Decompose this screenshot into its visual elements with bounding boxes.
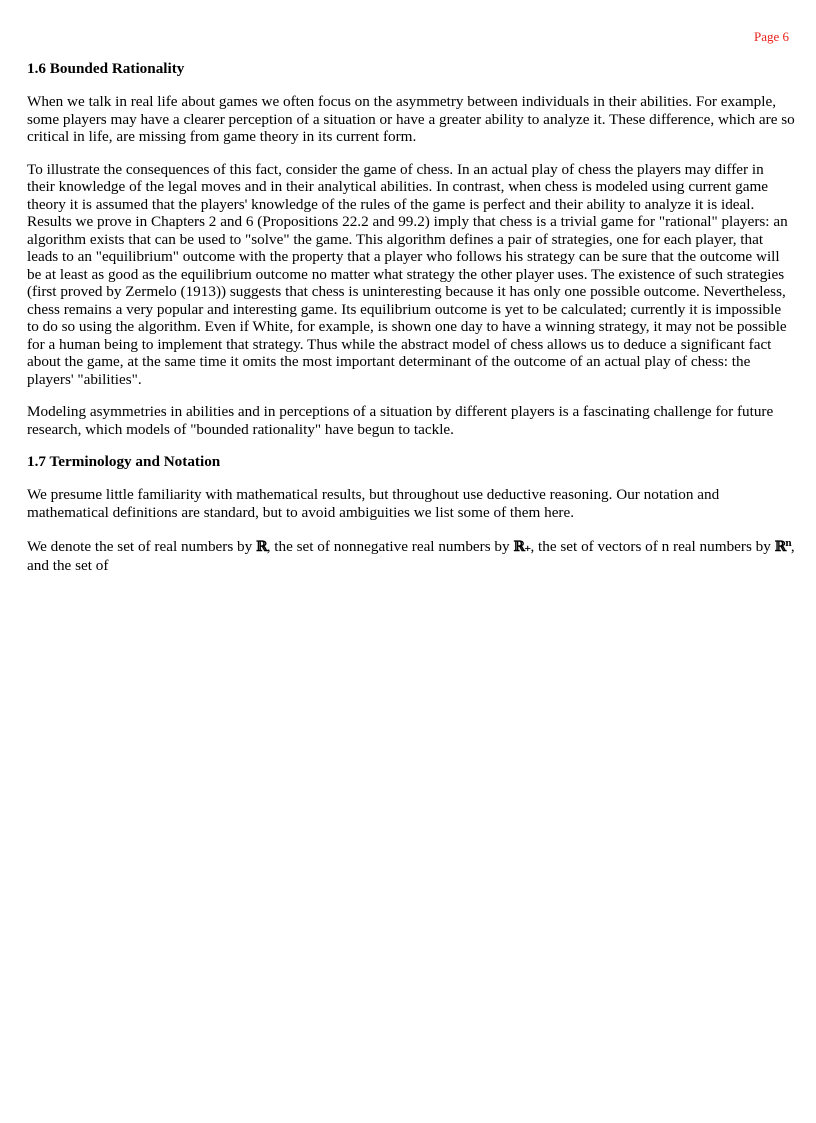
reals-symbol: ℝ xyxy=(256,539,267,555)
nonnegative-reals-symbol: ℝ₊ xyxy=(513,539,531,555)
real-vectors-symbol xyxy=(775,539,791,555)
section-heading-bounded-rationality: 1.6 Bounded Rationality xyxy=(27,60,185,77)
text-run: , the set of nonnegative real numbers by xyxy=(266,538,514,555)
section-heading-terminology-notation: 1.7 Terminology and Notation xyxy=(27,453,221,470)
real-vectors-exponent: n xyxy=(785,539,791,549)
page-number: Page 6 xyxy=(753,29,789,44)
text-run: , and the set of xyxy=(27,538,795,574)
text-run: , the set of vectors of n real numbers by xyxy=(530,538,775,555)
paragraph: To illustrate the consequences of this fact, consider the game of chess. In an actual play of chess the players may differ in their knowledge of the legal moves and in their analytical abilities. In contrast, when chess is modeled using current game theory it is assumed that the players' knowledge of the rules of the game is perfect and their ability to analyze it is ideal. Results we prove in Chapters 2 and 6 (Propositions 22.2 and 99.2) imply that chess is a trivial game for "rational" players: an algorithm exists that can be used to "solve" the game. This algorithm defines a pair of strategies, one for each player, that leads to an "equilibrium" outcome with the property that a player who follows his strategy can be sure that the outcome will be at least as good as the equilibrium outcome no matter what strategy the other player uses. The existence of such strategies (first proved by Zermelo (1913)) suggests that chess is uninteresting because it has only one possible outcome. Nevertheless, chess remains a very popular and interesting game. Its equilibrium outcome is yet to be calculated; currently it is impossible to do so using the algorithm. Even if White, for example, is shown one day to have a winning strategy, it may not be possible for a human being to implement that strategy. Thus while the abstract model of chess allows us to deduce a significant fact about the game, at the same time it omits the most important determinant of the outcome of an actual play of chess: the players' "abilities". xyxy=(27,160,788,388)
document-body xyxy=(27,60,795,589)
notation-paragraph xyxy=(27,536,795,574)
paragraph: We presume little familiarity with mathematical results, but throughout use deductive reasoning. Our notation and mathematical definitions are standard, but to avoid ambiguities we list some of them here. xyxy=(27,486,720,521)
text-run: We denote the set of real numbers by xyxy=(27,538,257,555)
real-vectors-base: ℝ xyxy=(774,539,786,555)
paragraph: When we talk in real life about games we often focus on the asymmetry between individuals in their abilities. For example, some players may have a clearer perception of a situation or have a greater ability to analyze it. These difference, which are so critical in life, are missing from game theory in its current form. xyxy=(27,93,795,145)
paragraph: Modeling asymmetries in abilities and in perceptions of a situation by different players is a fascinating challenge for future research, which models of "bounded rationality" have begun to tackle. xyxy=(27,403,774,438)
